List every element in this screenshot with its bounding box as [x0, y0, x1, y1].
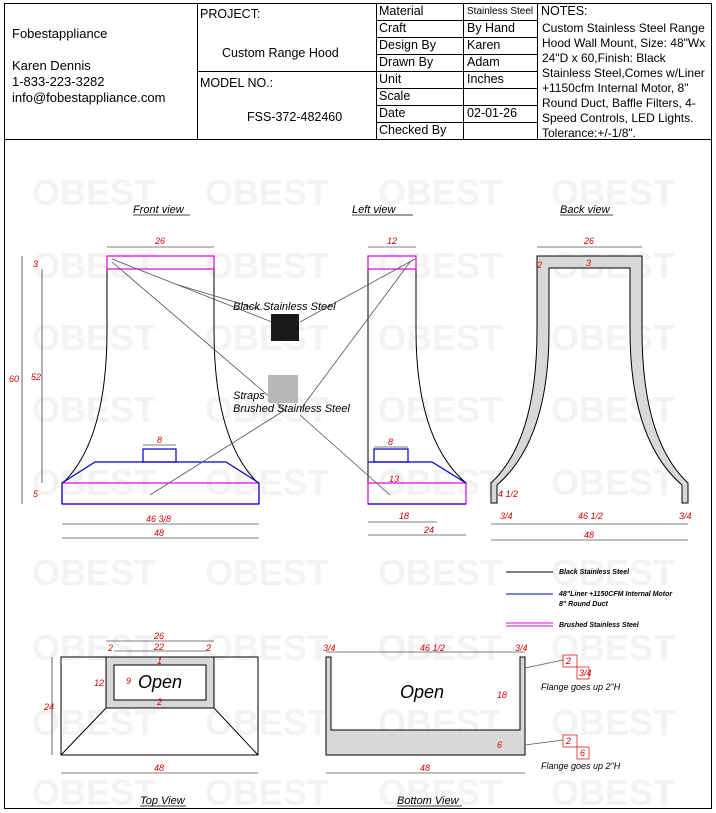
front-view-title: Front view — [133, 204, 184, 216]
svg-text:OBEST — [32, 389, 156, 430]
svg-text:3/4: 3/4 — [515, 643, 528, 653]
contact-name: Karen Dennis — [12, 58, 91, 73]
svg-text:OBEST — [205, 552, 329, 593]
svg-text:18: 18 — [497, 690, 508, 700]
field-value: Stainless Steel — [467, 6, 534, 17]
field-label: Drawn By — [379, 55, 434, 69]
svg-text:OBEST — [378, 389, 502, 430]
svg-text:48: 48 — [154, 528, 165, 538]
svg-text:2: 2 — [537, 260, 543, 270]
legend-label: 48"Liner +1150CFM Internal Motor — [559, 591, 673, 598]
svg-text:OBEST — [378, 317, 502, 358]
svg-text:OBEST — [32, 245, 156, 286]
svg-text:12: 12 — [94, 678, 105, 688]
svg-text:2: 2 — [566, 656, 572, 666]
svg-text:4 1/2: 4 1/2 — [498, 489, 519, 499]
field-value: By Hand — [467, 21, 515, 35]
svg-text:6: 6 — [497, 740, 503, 750]
svg-text:3/4: 3/4 — [579, 668, 592, 678]
svg-text:OBEST — [378, 552, 502, 593]
field-label: Unit — [379, 72, 402, 86]
svg-text:OBEST — [32, 552, 156, 593]
legend-label: Brushed Stainless Steel — [559, 622, 639, 629]
svg-text:6: 6 — [580, 748, 586, 758]
top-open-label: Open — [138, 672, 183, 692]
svg-text:1: 1 — [157, 656, 163, 666]
svg-text:18: 18 — [399, 511, 410, 521]
svg-text:26: 26 — [155, 236, 166, 246]
svg-text:OBEST — [205, 317, 329, 358]
svg-text:5: 5 — [33, 489, 39, 499]
field-value: Inches — [467, 72, 504, 86]
left-view-title: Left view — [352, 204, 396, 216]
svg-text:OBEST — [205, 772, 329, 813]
svg-text:OBEST — [205, 245, 329, 286]
model-label: MODEL NO.: — [200, 76, 274, 90]
black-label: Black Stainless Steel — [233, 301, 336, 313]
straps-label: Straps — [233, 390, 265, 402]
field-label: Checked By — [379, 123, 447, 137]
svg-text:52: 52 — [31, 372, 42, 382]
field-label: Design By — [379, 38, 436, 52]
model-value: FSS-372-482460 — [247, 110, 343, 124]
svg-text:3/4: 3/4 — [679, 511, 692, 521]
svg-text:OBEST — [378, 172, 502, 213]
contact-email: info@fobestappliance.com — [12, 90, 166, 105]
brushed-label: Brushed Stainless Steel — [233, 403, 350, 415]
bottom-view-title: Bottom View — [397, 795, 459, 807]
company-name: Fobestappliance — [12, 26, 108, 41]
field-label: Scale — [379, 89, 411, 103]
notes-title: NOTES: — [541, 4, 588, 18]
field-value: 02-01-26 — [467, 106, 518, 120]
svg-text:2: 2 — [206, 643, 212, 653]
svg-text:9: 9 — [126, 676, 132, 686]
svg-text:48: 48 — [154, 763, 165, 773]
svg-text:OBEST — [32, 317, 156, 358]
svg-text:OBEST — [551, 389, 675, 430]
black-swatch — [271, 314, 299, 341]
svg-text:12: 12 — [387, 236, 398, 246]
svg-text:22: 22 — [154, 642, 165, 652]
svg-text:OBEST — [205, 627, 329, 668]
notes-text: Custom Stainless Steel Range Hood Wall Mount, Size: 48"Wx 24"D x 60,Finish: Black Stainless Steel,Comes w/Liner +1150cfm Internal Motor, 8" Round Duct, Baffle Filters, 4-Speed Controls, LED Lights. Tolerance:+/-1/8". — [542, 21, 706, 140]
field-label: Craft — [379, 21, 407, 35]
flange-note: Flange goes up 2"H — [541, 761, 621, 771]
svg-text:8: 8 — [388, 437, 394, 447]
svg-text:46 1/2: 46 1/2 — [420, 643, 446, 653]
svg-text:60: 60 — [9, 374, 20, 384]
svg-text:48: 48 — [584, 530, 595, 540]
svg-text:26: 26 — [154, 631, 165, 641]
legend-label: Black Stainless Steel — [559, 569, 630, 576]
svg-text:46 3/8: 46 3/8 — [146, 514, 172, 524]
bottom-open-label: Open — [400, 682, 445, 702]
svg-text:3: 3 — [586, 258, 592, 268]
svg-text:26: 26 — [584, 236, 595, 246]
contact-phone: 1-833-223-3282 — [12, 74, 105, 89]
svg-text:3/4: 3/4 — [323, 643, 336, 653]
project-label: PROJECT: — [200, 7, 261, 21]
svg-text:2: 2 — [108, 643, 114, 653]
svg-text:24: 24 — [424, 525, 435, 535]
svg-text:OBEST — [551, 462, 675, 503]
flange-note: Flange goes up 2"H — [541, 682, 621, 692]
project-value: Custom Range Hood — [222, 46, 339, 60]
svg-text:OBEST — [205, 702, 329, 743]
svg-text:24: 24 — [44, 702, 55, 712]
field-label: Material — [379, 4, 424, 18]
svg-text:OBEST — [551, 772, 675, 813]
field-value: Adam — [467, 55, 500, 69]
svg-text:8: 8 — [157, 435, 163, 445]
back-view-title: Back view — [560, 204, 610, 216]
svg-text:13: 13 — [389, 474, 400, 484]
svg-text:46 1/2: 46 1/2 — [578, 511, 604, 521]
svg-text:OBEST — [32, 772, 156, 813]
field-label: Date — [379, 106, 406, 120]
svg-text:OBEST — [205, 172, 329, 213]
svg-text:2: 2 — [566, 736, 572, 746]
brushed-swatch — [268, 375, 298, 403]
svg-text:2: 2 — [157, 697, 163, 707]
top-view-title: Top View — [140, 795, 185, 807]
svg-text:3: 3 — [33, 259, 39, 269]
callout-leaders — [112, 259, 415, 495]
svg-text:3/4: 3/4 — [500, 511, 513, 521]
legend-label: 8" Round Duct — [559, 601, 608, 608]
field-value: Karen — [467, 38, 501, 52]
svg-text:48: 48 — [420, 763, 431, 773]
svg-text:OBEST — [551, 317, 675, 358]
